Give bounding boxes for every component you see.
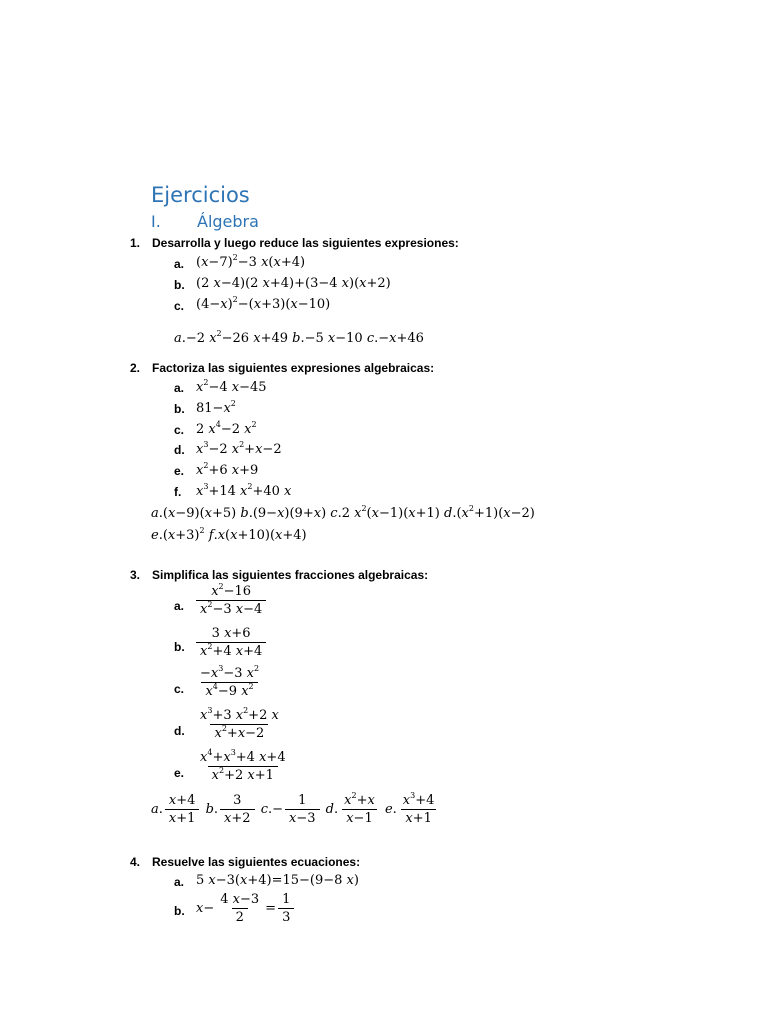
q3-label-e: e. bbox=[174, 766, 185, 780]
q3-expr-d: $\frac{x^3+3 x^2+2 x}{x^2+x-2}$ bbox=[200, 706, 279, 741]
q3-answers: a. $\frac{x+4}{x+1}$ b. $\frac{3}{x+2}$ c.− $\frac{1}{x-3}$ d. $\frac{x^2+x}{x-1}$ e. $\frac{x^3+4}{x+1}$ bbox=[151, 791, 435, 826]
q2-expr-c: 2 $x^4-2$ $x^2$ bbox=[196, 420, 257, 437]
q4-label-a: a. bbox=[174, 875, 185, 889]
q1-expr-c: $(4-x)^2-(x+3)(x-10)$ bbox=[196, 295, 331, 312]
q2-expr-f: $x^3+14$ $x^2+40$ x bbox=[196, 482, 292, 499]
q2-expr-a: $x^2-4$ x−45 bbox=[196, 378, 267, 395]
q3-label-b: b. bbox=[174, 640, 185, 654]
q2-label-d: d. bbox=[174, 443, 185, 457]
q3-label-a: a. bbox=[174, 599, 185, 613]
q4-expr-b: x− $\frac{4 x-3}{2}$ = $\frac{1}{3}$ bbox=[196, 892, 296, 925]
q2-answers-line-1: a.(x−9)(x+5) b.(9−x)(9+x) c.2 $x^2(x-1)(x+1)$ $d.(x^2+1)(x-2)$ bbox=[151, 504, 535, 521]
question-3-text: Simplifica las siguientes fracciones algebraicas: bbox=[152, 568, 429, 582]
q2-label-f: f. bbox=[174, 485, 182, 499]
q3-label-d: d. bbox=[174, 724, 185, 738]
q2-expr-d: $x^3-2$ $x^2+x-2$ bbox=[196, 440, 282, 457]
q1-label-c: c. bbox=[174, 299, 185, 313]
question-3-number: 3. bbox=[130, 568, 141, 582]
question-1-text: Desarrolla y luego reduce las siguientes expresiones: bbox=[152, 236, 459, 250]
q2-label-c: c. bbox=[174, 423, 185, 437]
q3-expr-a: $\frac{x^2-16}{x^2-3 x-4}$ bbox=[194, 584, 268, 617]
q1-label-b: b. bbox=[174, 278, 185, 292]
section-number: I. bbox=[151, 212, 161, 231]
q2-answers-line-2: $e.(x+3)^2$ f.x(x+10)(x+4) bbox=[151, 526, 307, 543]
question-2-number: 2. bbox=[130, 361, 141, 375]
q3-expr-e: $\frac{x^4+x^3+4 x+4}{x^2+2 x+1}$ bbox=[200, 748, 286, 783]
q2-label-b: b. bbox=[174, 402, 185, 416]
q3-expr-b: $\frac{3 x+6}{x^2+4 x+4}$ bbox=[194, 626, 268, 659]
q2-expr-b: $81-x^2$ bbox=[196, 399, 236, 416]
q2-expr-e: $x^2+6$ x+9 bbox=[196, 461, 259, 478]
q4-label-b: b. bbox=[174, 904, 185, 918]
section-heading bbox=[151, 212, 259, 231]
q2-label-a: a. bbox=[174, 381, 185, 395]
section-name: Álgebra bbox=[197, 212, 259, 231]
q1-expr-a: $(x-7)^2-3$ x(x+4) bbox=[196, 253, 306, 270]
q2-label-e: e. bbox=[174, 464, 185, 478]
q4-expr-a: 5 x−3(x+4)=15−(9−8 x) bbox=[196, 873, 359, 888]
question-4-number: 4. bbox=[130, 855, 141, 869]
q3-expr-c: $\frac{-x^3-3 x^2}{x^4-9 x^2}$ bbox=[200, 664, 260, 699]
document-title: Ejercicios bbox=[151, 183, 250, 207]
question-2-text: Factoriza las siguientes expresiones algebraicas: bbox=[152, 361, 435, 375]
question-4-text: Resuelve las siguientes ecuaciones: bbox=[152, 855, 361, 869]
q1-expr-b: (2 x−4)(2 x+4)+(3−4 x)(x+2) bbox=[196, 276, 391, 291]
q3-label-c: c. bbox=[174, 682, 185, 696]
q1-label-a: a. bbox=[174, 257, 185, 271]
q1-answers: a.−2 $x^2-26$ x+49 b.−5 x−10 c.−x+46 bbox=[174, 329, 424, 346]
question-1-number: 1. bbox=[130, 236, 141, 250]
